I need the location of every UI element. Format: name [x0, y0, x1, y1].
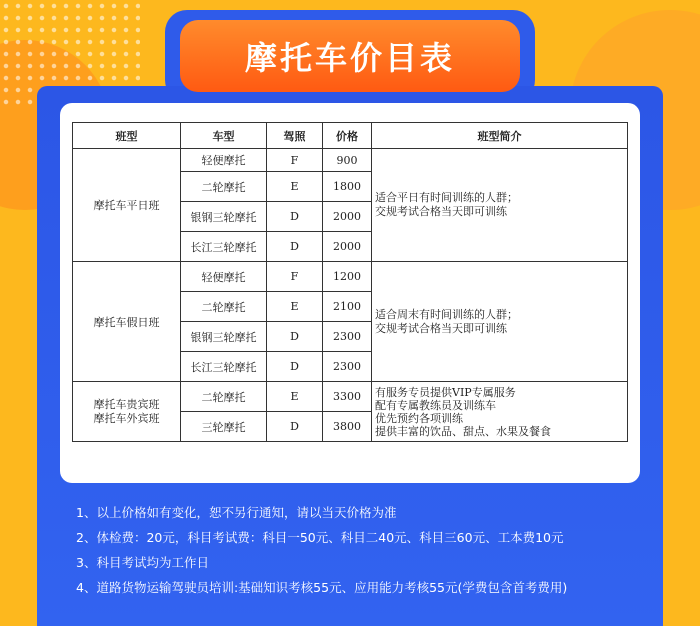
- license-type: D: [267, 322, 323, 352]
- note-item: 3、科目考试均为工作日: [76, 555, 209, 570]
- page-title: 摩托车价目表: [180, 20, 520, 92]
- price-value: 2100: [323, 292, 372, 322]
- license-type: E: [267, 172, 323, 202]
- note-item: 2、体检费：20元，科目考试费：科目一50元、科目二40元、科目三60元、工本费10元: [76, 530, 564, 545]
- price-value: 1800: [323, 172, 372, 202]
- class-description: [372, 262, 628, 382]
- license-type: D: [267, 412, 323, 442]
- vehicle-model: 银钢三轮摩托: [181, 322, 267, 352]
- license-type: F: [267, 262, 323, 292]
- price-value: 2000: [323, 202, 372, 232]
- vehicle-model: 轻便摩托: [181, 262, 267, 292]
- class-name: 摩托车平日班: [73, 149, 181, 262]
- vehicle-model: 二轮摩托: [181, 382, 267, 412]
- note-item: 1、以上价格如有变化，恕不另行通知，请以当天价格为准: [76, 505, 397, 520]
- price-value: 2000: [323, 232, 372, 262]
- vehicle-model: 轻便摩托: [181, 149, 267, 172]
- description-line: 交规考试合格当天即可训练: [375, 205, 507, 218]
- license-type: D: [267, 202, 323, 232]
- vehicle-model: 二轮摩托: [181, 172, 267, 202]
- price-value: 900: [323, 149, 372, 172]
- class-name: 摩托车假日班: [73, 262, 181, 382]
- price-value: 2300: [323, 352, 372, 382]
- notes-list: [76, 504, 567, 604]
- header-class-intro: 班型简介: [372, 123, 628, 149]
- class-name-line: 摩托车外宾班: [93, 411, 160, 425]
- header-license: 驾照: [267, 123, 323, 149]
- license-type: E: [267, 382, 323, 412]
- class-description: [372, 149, 628, 262]
- price-value: 3800: [323, 412, 372, 442]
- description-line: 提供丰富的饮品、甜点、水果及餐食: [375, 424, 551, 438]
- license-type: F: [267, 149, 323, 172]
- header-class-type: 班型: [73, 123, 181, 149]
- table-row: [73, 382, 628, 412]
- class-description: [372, 382, 628, 442]
- description-line: 交规考试合格当天即可训练: [375, 321, 507, 335]
- table-header-row: [73, 123, 628, 149]
- table-row: [73, 262, 628, 292]
- description-line: 适合平日有时间训练的人群；: [375, 191, 518, 204]
- table-row: [73, 149, 628, 172]
- price-value: 2300: [323, 322, 372, 352]
- class-name-line: 摩托车贵宾班: [93, 397, 160, 411]
- class-name: [73, 382, 181, 442]
- license-type: D: [267, 352, 323, 382]
- price-table: [72, 122, 628, 442]
- license-type: D: [267, 232, 323, 262]
- vehicle-model: 三轮摩托: [181, 412, 267, 442]
- description-line: 有服务专员提供VIP专属服务: [375, 385, 516, 399]
- price-value: 3300: [323, 382, 372, 412]
- vehicle-model: 二轮摩托: [181, 292, 267, 322]
- description-line: 适合周末有时间训练的人群；: [375, 307, 518, 321]
- description-line: 优先预约各项训练: [375, 411, 463, 425]
- header-price: 价格: [323, 123, 372, 149]
- license-type: E: [267, 292, 323, 322]
- description-line: 配有专属教练员及训练车: [375, 398, 496, 412]
- note-item: 4、道路货物运输驾驶员培训:基础知识考核55元、应用能力考核55元(学费包含首考费用): [76, 580, 568, 595]
- vehicle-model: 长江三轮摩托: [181, 232, 267, 262]
- header-vehicle-type: 车型: [181, 123, 267, 149]
- vehicle-model: 银钢三轮摩托: [181, 202, 267, 232]
- price-value: 1200: [323, 262, 372, 292]
- vehicle-model: 长江三轮摩托: [181, 352, 267, 382]
